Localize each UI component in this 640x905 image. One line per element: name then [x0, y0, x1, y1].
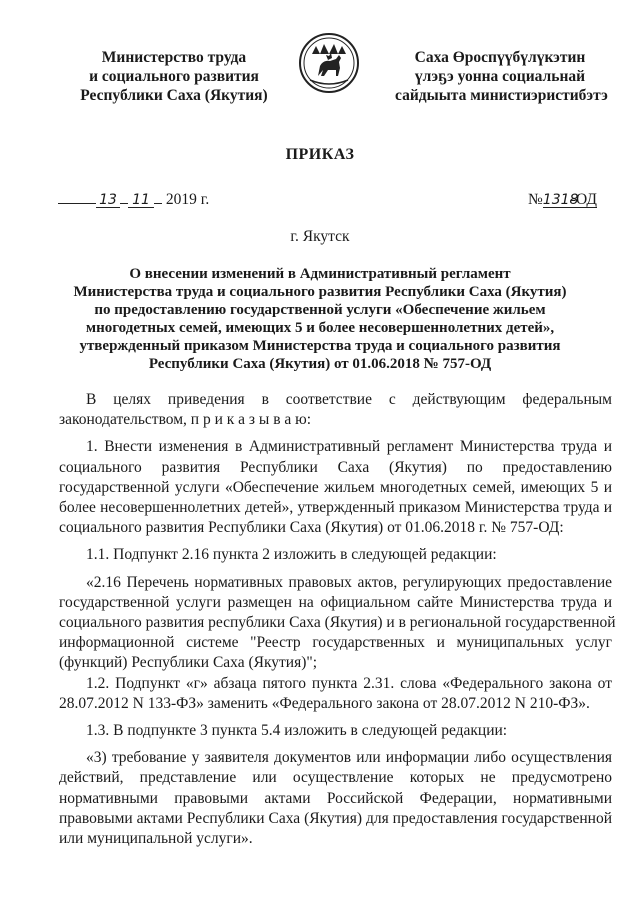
date-month: 11 — [128, 193, 154, 208]
body-line: или муниципальной услуги». — [59, 830, 253, 848]
subject-line: утвержденный приказом Министерства труда и социального развития — [79, 338, 561, 354]
body-line: информационной системе "Реестр государственных и муниципальных услуг — [59, 634, 612, 652]
body-line: 1.2. Подпункт «г» абзаца пятого пункта 2.31. слова «Федерального закона от — [86, 674, 612, 692]
ministry-name-line: и социального развития — [89, 68, 259, 85]
body-line: правовыми актами Республики Саха (Якутия) для предоставления государственной — [59, 809, 612, 827]
body-line: действий, представление или осуществление которых не предусмотрено — [59, 769, 612, 787]
date-blank — [154, 203, 162, 204]
body-line: 1.3. В подпункте 3 пункта 5.4 изложить в следующей редакции: — [86, 722, 508, 740]
date-blank — [120, 203, 128, 204]
ministry-name-line: Республики Саха (Якутия) — [80, 87, 268, 104]
ministry-name-line: үлэҕэ уонна социальнай — [414, 68, 586, 85]
order-body — [59, 390, 616, 849]
subject-line: многодетных семей, имеющих 5 и более несовершеннолетних детей», — [85, 320, 555, 336]
ministry-name-russian — [60, 48, 288, 105]
body-line: 1.1. Подпункт 2.16 пункта 2 изложить в следующей редакции: — [86, 546, 497, 564]
body-line: социального развития Республики Саха (Якутия) от 01.06.2018 г. № 757-ОД: — [59, 519, 564, 537]
body-line: государственной услуги размещен на официальном сайте Министерства труда и — [59, 593, 612, 611]
body-line: 1. Внести изменения в Административный регламент Министерства труда и — [86, 438, 612, 456]
body-line: законодательством, п р и к а з ы в а ю: — [59, 411, 312, 429]
coat-of-arms-icon — [298, 32, 360, 94]
ministry-name-line: Министерство труда — [101, 49, 247, 66]
subject-line: Министерства труда и социального развития Республики Саха (Якутия) — [73, 284, 567, 300]
number-value: 1318 — [542, 192, 579, 208]
date-blank — [58, 203, 96, 204]
body-line: государственной услуги «Обеспечение жильем многодетных семей, имеющих 5 и — [59, 478, 612, 496]
ministry-name-line: сайдыыта министиэристибэтэ — [395, 87, 608, 104]
date-day: 13 — [96, 193, 120, 208]
body-line: более несовершеннолетних детей», утвержденный приказом Министерства труда и — [59, 499, 612, 517]
body-line: (функций) Республики Саха (Якутия)"; — [59, 654, 318, 672]
ministry-name-yakut — [395, 48, 608, 105]
number-suffix: -ОД — [570, 191, 597, 208]
body-line: «2.16 Перечень нормативных правовых актов, регулирующих предоставление — [86, 573, 612, 591]
body-line: социального развития республики Саха (Якутия) и в региональной государственной — [59, 614, 616, 632]
number-sign: № — [528, 191, 543, 208]
body-line: социального развития Республики Саха (Якутия) по предоставлению — [59, 458, 612, 476]
document-title: ПРИКАЗ — [285, 146, 355, 163]
body-line: В целях приведения в соответствие с действующим федеральным — [86, 391, 612, 408]
subject-line: О внесении изменений в Административный регламент — [129, 266, 511, 282]
order-number — [528, 191, 597, 209]
subject-line: Республики Саха (Якутия) от 01.06.2018 № 757-ОД — [148, 356, 492, 372]
date-year: 2019 г. — [165, 191, 210, 208]
subject-line: по предоставлению государственной услуги «Обеспечение жильем — [94, 302, 546, 318]
body-line: «3) требование у заявителя документов или информации либо осуществления — [86, 749, 612, 767]
body-line: нормативными правовыми актами Российской Федерации, нормативными — [59, 789, 612, 807]
city: г. Якутск — [290, 228, 350, 245]
order-date — [58, 191, 209, 209]
order-subject — [70, 265, 570, 373]
ministry-name-line: Саха Өроспүүбүлүкэтин — [414, 49, 586, 66]
body-line: 28.07.2012 N 133-ФЗ» заменить «Федерального закона от 28.07.2012 N 210-ФЗ». — [59, 694, 590, 712]
